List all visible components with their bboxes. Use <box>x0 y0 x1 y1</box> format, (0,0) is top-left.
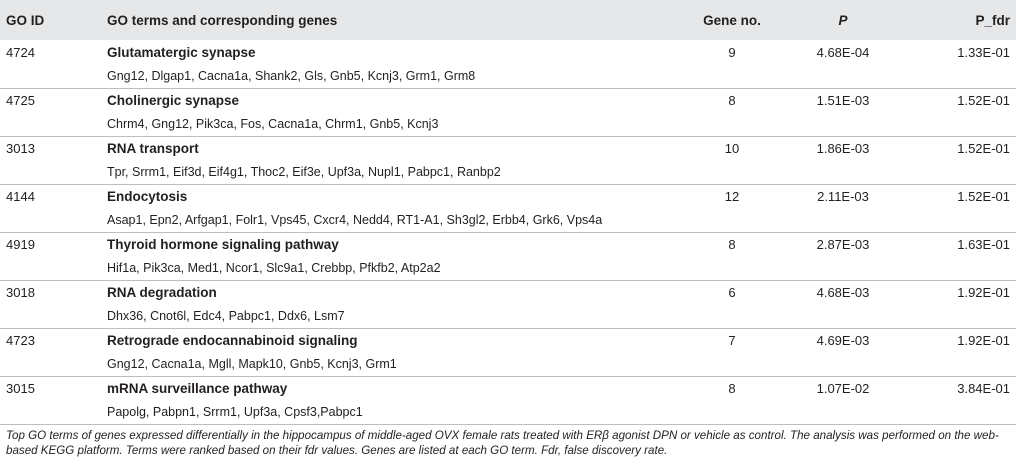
table-row <box>0 376 1016 401</box>
term-name-cell: Cholinergic synapse <box>107 88 682 113</box>
gene-list-cell: Hif1a, Pik3ca, Med1, Ncor1, Slc9a1, Crebbp, Pfkfb2, Atp2a2 <box>107 261 441 276</box>
p-value-cell: 1.07E-02 <box>782 376 904 401</box>
term-name-cell: Glutamatergic synapse <box>107 45 256 60</box>
go-id-cell: 4725 <box>0 88 107 113</box>
table-row <box>0 184 1016 209</box>
p-value-cell: 4.68E-04 <box>816 45 870 60</box>
gene-list-cell: Asap1, Epn2, Arfgap1, Folr1, Vps45, Cxcr4, Nedd4, RT1-A1, Sh3gl2, Erbb4, Grk6, Vps4a <box>107 213 603 228</box>
table-row <box>0 136 1016 161</box>
p-value-cell: 2.87E-03 <box>782 232 904 257</box>
gene-list-cell: Chrm4, Gng12, Pik3ca, Fos, Cacna1a, Chrm1, Gnb5, Kcnj3 <box>107 117 439 132</box>
header-terms: GO terms and corresponding genes <box>107 12 338 28</box>
term-name-cell: mRNA surveillance pathway <box>107 376 682 401</box>
gene-list-cell: Dhx36, Cnot6l, Edc4, Pabpc1, Ddx6, Lsm7 <box>107 309 345 324</box>
p-value-cell: 4.68E-03 <box>782 280 904 305</box>
gene-count-cell: 12 <box>682 184 782 209</box>
gene-list-row <box>0 305 1016 328</box>
table-header <box>0 0 1016 40</box>
gene-list-row <box>0 401 1016 424</box>
table-body <box>0 40 1016 424</box>
p-fdr-cell: 3.84E-01 <box>904 376 1016 401</box>
go-id-cell: 4724 <box>6 45 35 60</box>
gene-count-cell: 6 <box>682 280 782 305</box>
header-p: P <box>838 12 848 28</box>
gene-list-cell: Gng12, Cacna1a, Mgll, Mapk10, Gnb5, Kcnj3, Grm1 <box>107 357 397 372</box>
gene-count-cell: 8 <box>682 232 782 257</box>
p-value-cell: 4.69E-03 <box>782 328 904 353</box>
p-fdr-cell: 1.52E-01 <box>904 88 1016 113</box>
gene-list-row <box>0 209 1016 232</box>
go-id-cell: 4919 <box>0 232 107 257</box>
gene-count-cell: 8 <box>682 376 782 401</box>
p-fdr-cell: 1.92E-01 <box>904 280 1016 305</box>
p-fdr-cell: 1.63E-01 <box>904 232 1016 257</box>
header-go-id: GO ID <box>6 12 45 28</box>
gene-count-cell: 9 <box>728 45 736 60</box>
go-id-cell: 3015 <box>0 376 107 401</box>
gene-list-cell: Tpr, Srrm1, Eif3d, Eif4g1, Thoc2, Eif3e, Upf3a, Nupl1, Pabpc1, Ranbp2 <box>107 165 501 180</box>
table-row <box>0 328 1016 353</box>
term-name-cell: Retrograde endocannabinoid signaling <box>107 328 682 353</box>
table-row <box>0 40 1016 65</box>
gene-list-row <box>0 161 1016 184</box>
p-fdr-cell: 1.52E-01 <box>904 136 1016 161</box>
gene-list-row <box>0 257 1016 280</box>
go-id-cell: 4144 <box>0 184 107 209</box>
go-id-cell: 4723 <box>0 328 107 353</box>
gene-list-cell: Gng12, Dlgap1, Cacna1a, Shank2, Gls, Gnb5, Kcnj3, Grm1, Grm8 <box>107 69 476 84</box>
gene-list-row <box>0 65 1016 88</box>
term-name-cell: RNA degradation <box>107 280 682 305</box>
p-value-cell: 2.11E-03 <box>782 184 904 209</box>
p-value-cell: 1.51E-03 <box>782 88 904 113</box>
term-name-cell: Thyroid hormone signaling pathway <box>107 232 682 257</box>
p-value-cell: 1.86E-03 <box>782 136 904 161</box>
gene-count-cell: 10 <box>682 136 782 161</box>
gene-list-row <box>0 353 1016 376</box>
term-name-cell: RNA transport <box>107 136 682 161</box>
table-row <box>0 88 1016 113</box>
header-row <box>0 0 1016 40</box>
p-fdr-cell: 1.33E-01 <box>957 45 1010 60</box>
header-p-fdr: P_fdr <box>975 12 1010 28</box>
term-name-cell: Endocytosis <box>107 184 682 209</box>
gene-list-row <box>0 113 1016 136</box>
go-id-cell: 3018 <box>0 280 107 305</box>
table-caption: Top GO terms of genes expressed differentially in the hippocampus of middle-aged OVX female rats treated with ERβ agonist DPN or vehicle as control. The analysis was performed on the web-based KEGG platform. Terms were ranked based on their fdr values. Genes are listed at each GO term. Fdr, false discovery rate. <box>6 429 999 457</box>
gene-count-cell: 7 <box>682 328 782 353</box>
p-fdr-cell: 1.52E-01 <box>904 184 1016 209</box>
go-id-cell: 3013 <box>0 136 107 161</box>
gene-count-cell: 8 <box>682 88 782 113</box>
gene-list-cell: Papolg, Pabpn1, Srrm1, Upf3a, Cpsf3,Pabpc1 <box>107 401 682 424</box>
p-fdr-cell: 1.92E-01 <box>904 328 1016 353</box>
table-row <box>0 280 1016 305</box>
header-gene-no: Gene no. <box>703 12 761 28</box>
table-row <box>0 232 1016 257</box>
